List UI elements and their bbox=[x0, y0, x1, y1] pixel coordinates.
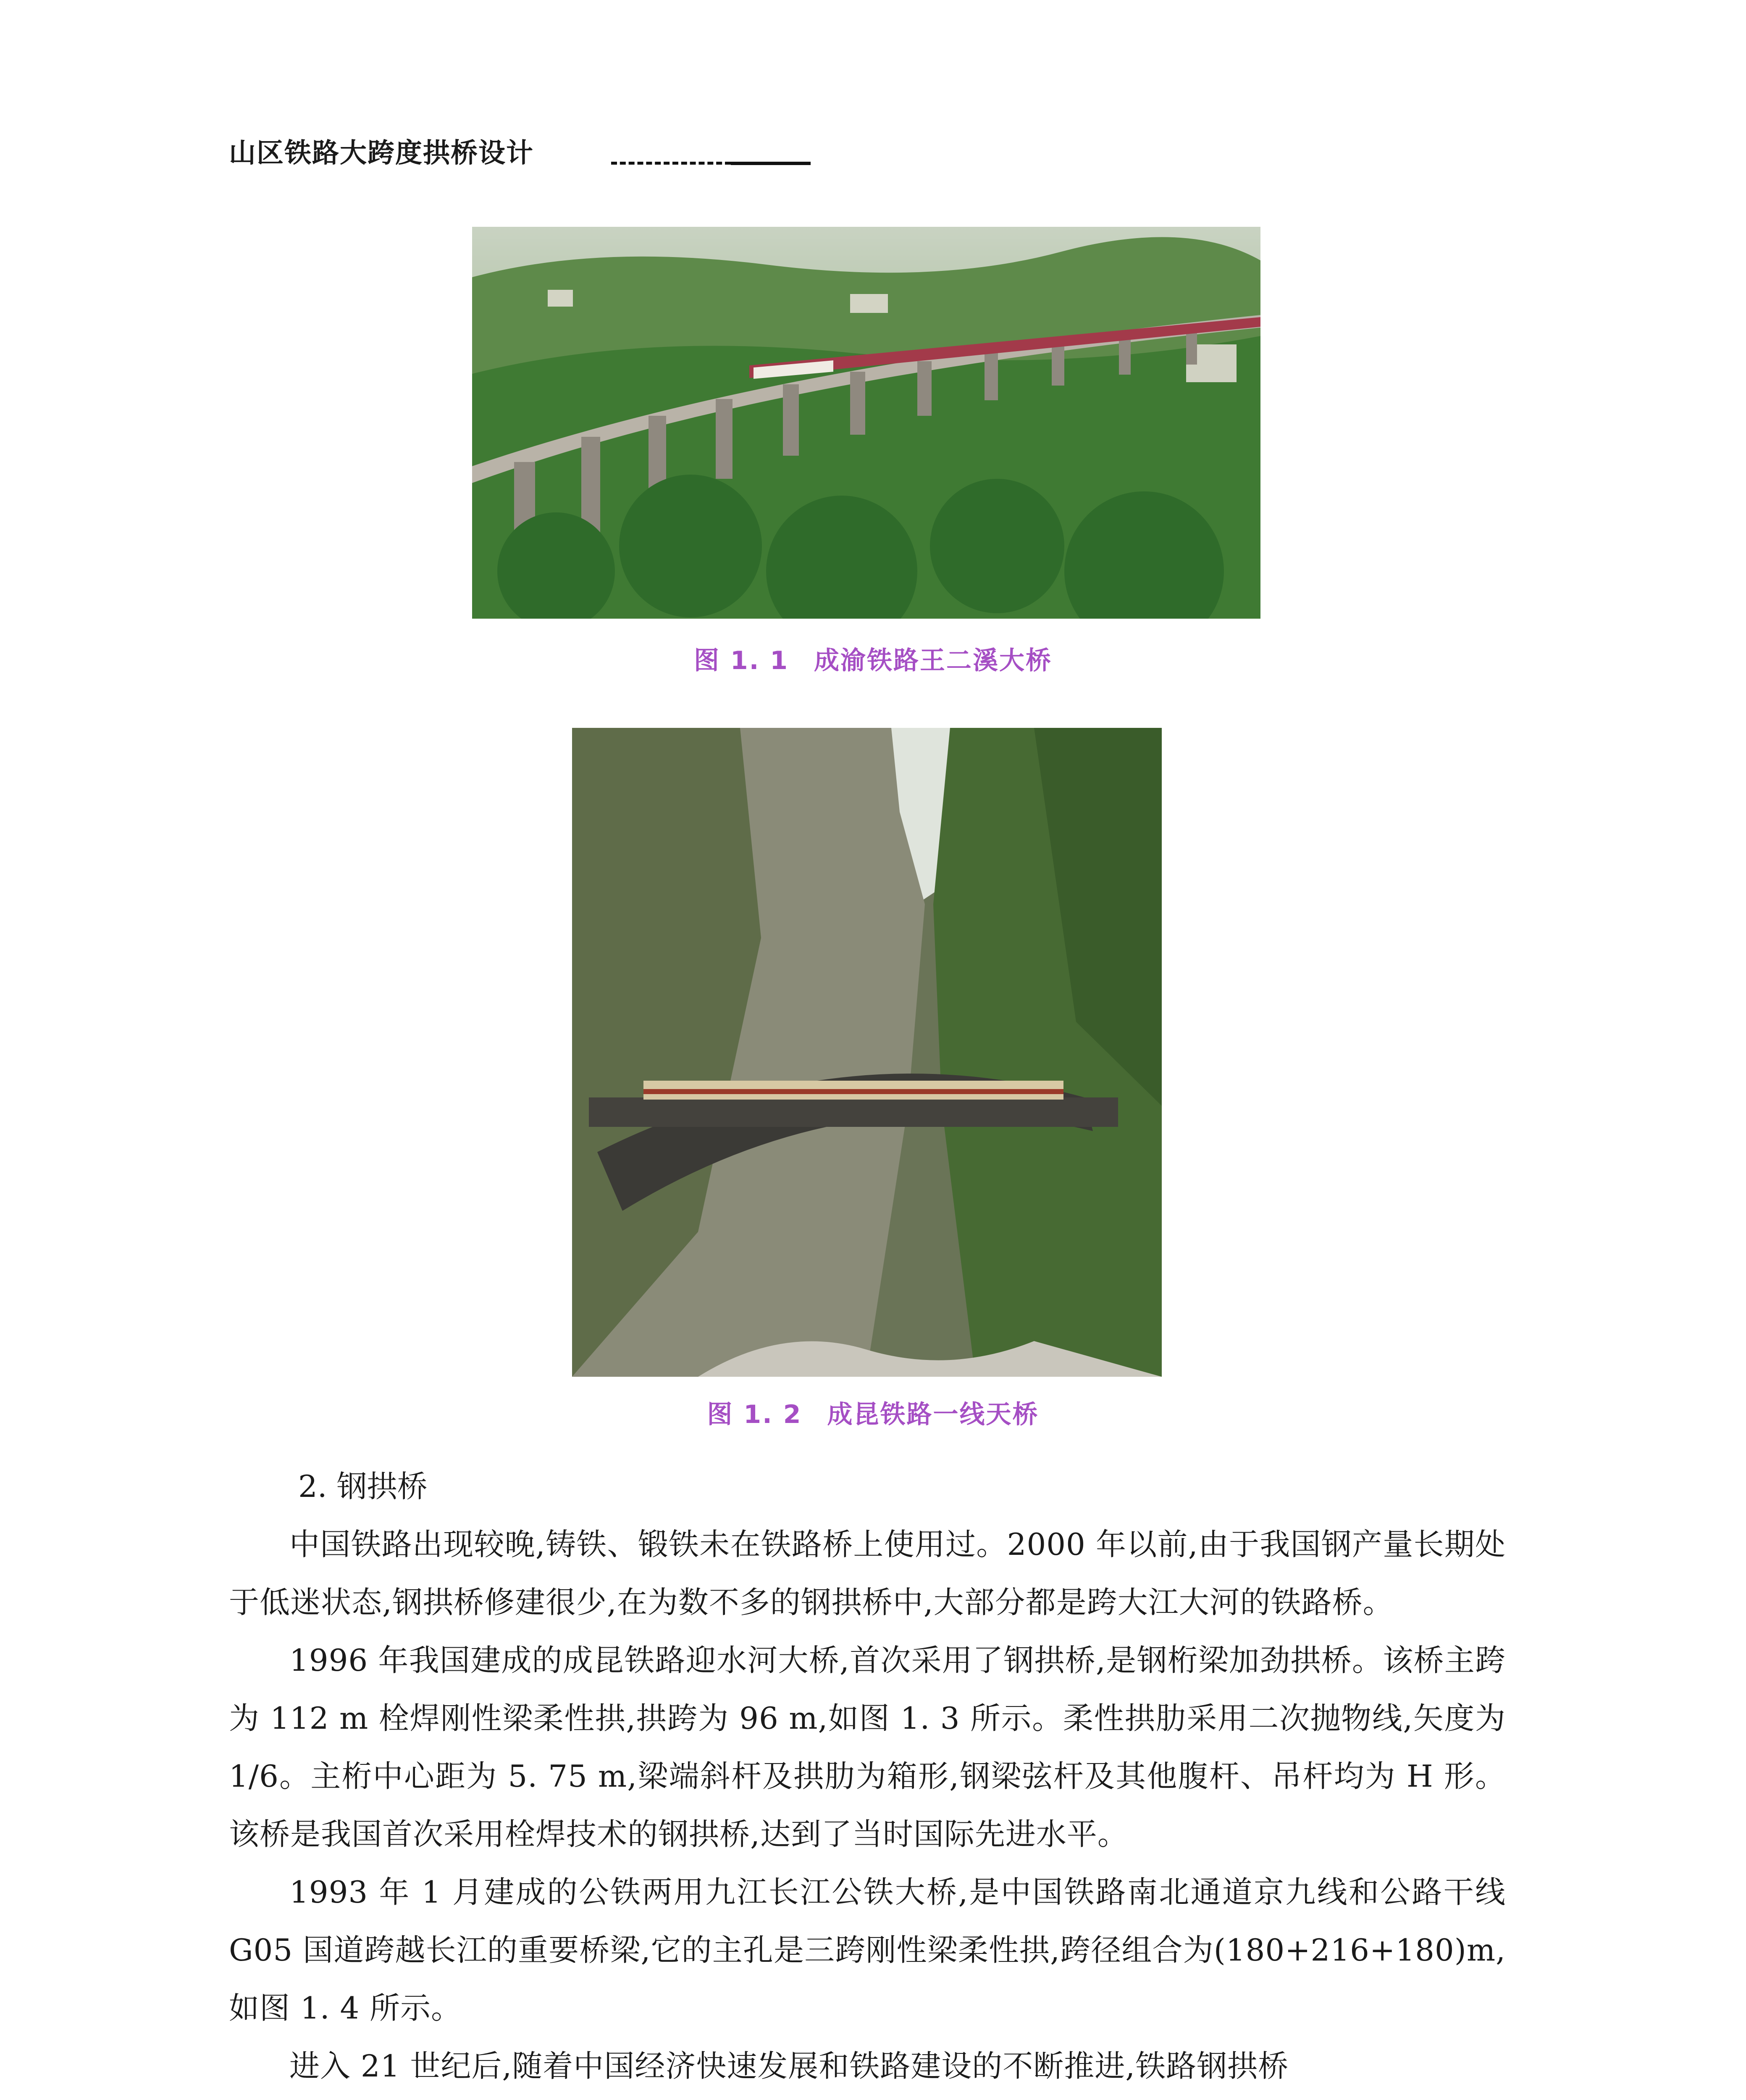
viaduct-photo-icon bbox=[472, 227, 1260, 619]
figure-1-2-caption bbox=[0, 1394, 1746, 1431]
paragraph: 进入 21 世纪后,随着中国经济快速发展和铁路建设的不断推进,铁路钢拱桥 bbox=[289, 2048, 1289, 2084]
running-title: 山区铁路大跨度拱桥设计 bbox=[229, 138, 534, 169]
figure-1-1-caption bbox=[0, 640, 1746, 677]
figure-1-2-photo bbox=[572, 728, 1162, 1377]
paragraph: 中国铁路出现较晚,铸铁、锻铁未在铁路桥上使用过。2000 年以前,由于我国钢产量长期处于低迷状态,钢拱桥修建很少,在为数不多的钢拱桥中,大部分都是跨大江大河的铁路桥。 bbox=[229, 1527, 1506, 1620]
figure-title: 成昆铁路一线天桥 bbox=[827, 1400, 1039, 1429]
figure-number: 图 1. 2 bbox=[707, 1400, 802, 1429]
paragraph: 1996 年我国建成的成昆铁路迎水河大桥,首次采用了钢拱桥,是钢桁梁加劲拱桥。该桥主跨为 112 m 栓焊刚性梁柔性拱,拱跨为 96 m,如图 1. 3 所示。柔性拱肋采用二次抛物线,矢度为 1/6。主桁中心距为 5. 75 m,梁端斜杆及拱肋为箱形,钢梁弦杆及其他腹杆、吊杆均为 H 形。该桥是我国首次采用栓焊技术的钢拱桥,达到了当时国际先进水平。 bbox=[229, 1643, 1506, 1852]
figure-title: 成渝铁路王二溪大桥 bbox=[814, 646, 1053, 675]
figure-1-1-photo bbox=[472, 227, 1260, 619]
section-block bbox=[229, 1457, 1506, 1515]
header-dashed-rule bbox=[611, 162, 731, 165]
body-text bbox=[229, 1515, 1506, 2095]
paragraph: 1993 年 1 月建成的公铁两用九江长江公铁大桥,是中国铁路南北通道京九线和公路干线 G05 国道跨越长江的重要桥梁,它的主孔是三跨刚性梁柔性拱,跨径组合为(180+216+180)m,如图 1. 4 所示。 bbox=[229, 1874, 1506, 2026]
section-heading: 2. 钢拱桥 bbox=[298, 1469, 428, 1504]
gorge-bridge-photo-icon bbox=[572, 728, 1162, 1377]
header-solid-rule bbox=[731, 162, 811, 165]
figure-number: 图 1. 1 bbox=[693, 646, 789, 675]
